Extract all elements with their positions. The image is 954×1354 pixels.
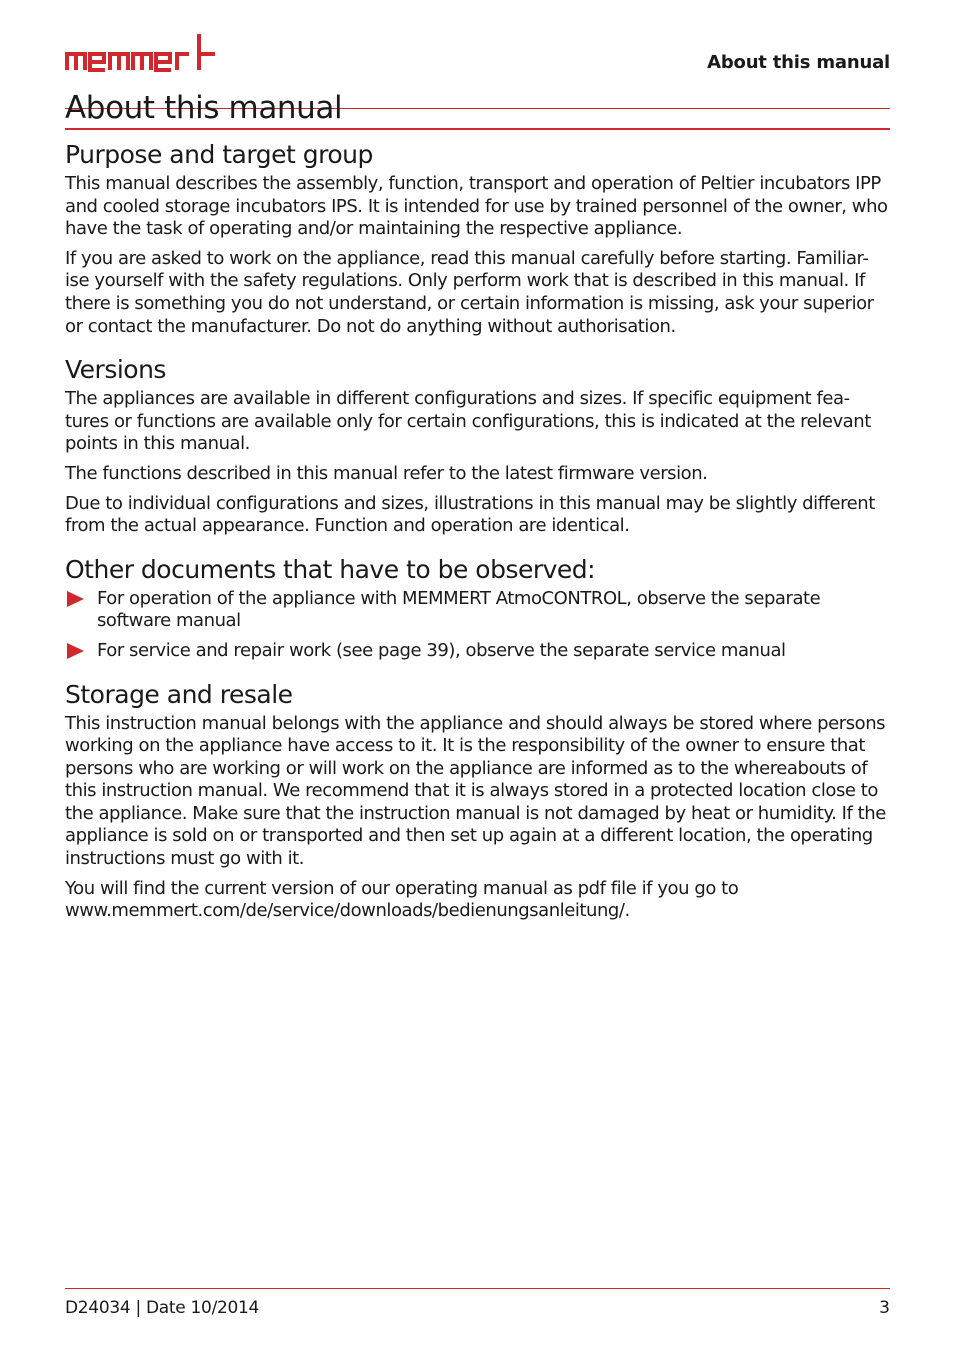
running-title: About this manual	[707, 52, 890, 73]
footer-divider	[65, 1288, 890, 1289]
paragraph: If you are asked to work on the appliance, read this manual carefully before starting. Familiar-ise yourself with the safety regulations. Only perform work that is described in this manual. If there is something you do not understand, or certain information is missing, ask your superior or contact the manufacturer. Do not do anything without authorisation.	[65, 247, 874, 337]
page-header	[65, 30, 890, 80]
manual-page	[65, 0, 890, 1354]
documents-list	[65, 588, 890, 663]
section-heading-other-documents: Other documents that have to be observed:	[65, 554, 596, 584]
paragraph: This instruction manual belongs with the appliance and should always be stored where persons working on the appliance have access to it. It is the responsibility of the owner to ensure that persons who are working or will work on the appliance are informed as to the whereabouts of this instruction manual. We recommend that it is always stored in a protected location close to the appliance. Make sure that the instruction manual is not damaged by heat or humidity. If the appliance is sold on or transported and then set up again at a different location, the operating instructions must go with it.	[65, 712, 886, 870]
section-storage	[65, 679, 890, 923]
footer-doc-info: D24034 | Date 10/2014	[65, 1298, 260, 1318]
paragraph: Due to individual configurations and sizes, illustrations in this manual may be slightly different from the actual appearance. Function and operation are identical.	[65, 492, 875, 537]
triangle-bullet-icon	[67, 591, 84, 607]
memmert-logo	[65, 32, 217, 72]
title-divider	[65, 128, 890, 130]
list-item-text: For operation of the appliance with MEMMERT AtmoCONTROL, observe the separate software manual	[97, 587, 821, 632]
paragraph: The appliances are available in different configurations and sizes. If specific equipment fea-tures or functions are available only for certain configurations, this is indicated at the relevant points in this manual.	[65, 388, 871, 455]
list-item	[65, 640, 890, 663]
paragraph: You will find the current version of our operating manual as pdf file if you go to www.memmert.com/de/service/downloads/bedienungsanleitung/.	[65, 877, 739, 922]
section-versions	[65, 354, 890, 538]
section-heading-versions: Versions	[65, 355, 166, 385]
triangle-bullet-icon	[67, 643, 84, 659]
paragraph: The functions described in this manual refer to the latest firmware version.	[65, 462, 708, 484]
section-other-documents	[65, 554, 890, 663]
section-heading-storage: Storage and resale	[65, 679, 293, 709]
page-title: About this manual	[65, 90, 343, 126]
section-heading-purpose: Purpose and target group	[65, 140, 373, 169]
list-item-text: For service and repair work (see page 39), observe the separate service manual	[97, 639, 786, 661]
paragraph: This manual describes the assembly, function, transport and operation of Peltier incubators IPP and cooled storage incubators IPS. It is intended for use by trained personnel of the owner, who have the task of operating and/or maintaining the respective appliance.	[65, 173, 888, 240]
page-content	[65, 138, 890, 923]
page-number: 3	[879, 1298, 890, 1318]
section-purpose	[65, 139, 890, 338]
list-item	[65, 588, 890, 633]
